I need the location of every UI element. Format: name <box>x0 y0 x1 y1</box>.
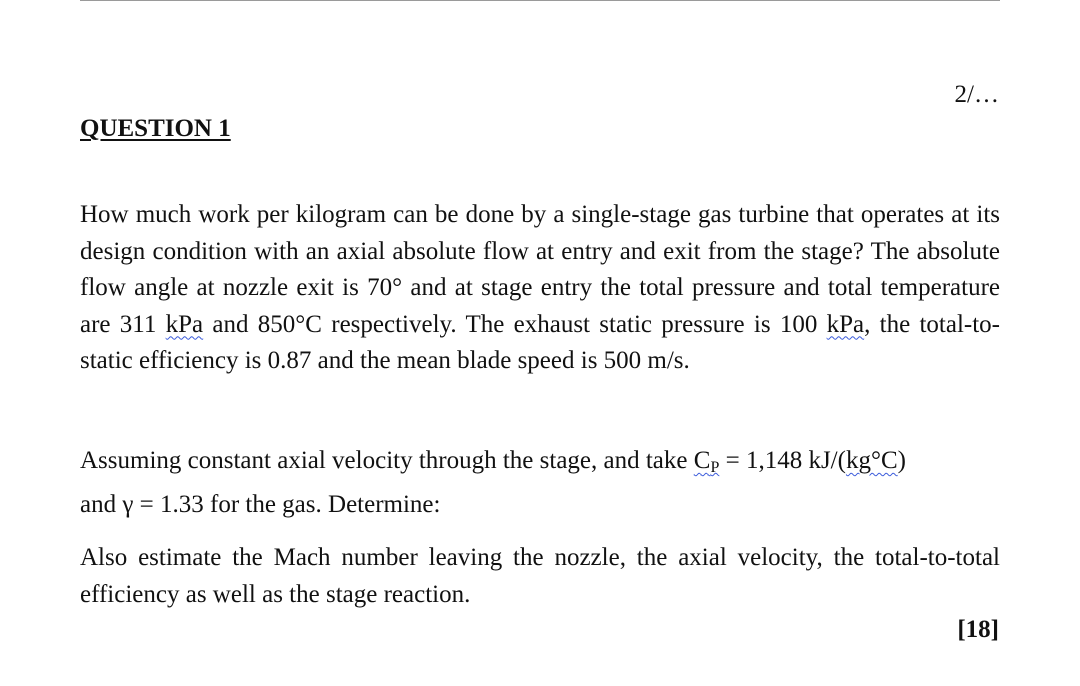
spellcheck-kg-unit: kg°C <box>845 447 898 474</box>
paragraph-1-text-b: and 850°C respectively. The exhaust static pressure is 100 <box>203 310 827 338</box>
paragraph-1-text-c: , the total-to-static efficiency is 0.87 and the mean blade speed is 500 m/s. <box>80 310 1001 374</box>
cp-symbol: $C_P$ <box>693 447 720 476</box>
paragraph-2-text-d: and γ = 1.33 for the gas. Determine: <box>80 490 441 518</box>
marks-total: [18] <box>957 616 999 643</box>
paragraph-2-text-b: = 1,148 kJ/( <box>719 447 846 474</box>
spellcheck-kpa-2: kPa <box>826 310 865 338</box>
question-paragraph-1 <box>80 197 1000 380</box>
question-paragraph-3: Also estimate the Mach number leaving the nozzle, the axial velocity, the total-to-total efficiency as well as the stage reaction. <box>80 544 1000 608</box>
paragraph-2-text-a: Assuming constant axial velocity through the stage, and take <box>80 447 694 474</box>
question-paragraph-2 <box>80 443 1000 523</box>
paragraph-2-text-c: ) <box>897 447 906 474</box>
paragraph-1-text-a: How much work per kilogram can be done by a single-stage gas turbine that operates at its design condition with an axial absolute flow at entry and exit from the stage? The absolute flow angle at nozzle exit is 70° and at stage entry the total pressure and total temperature are 311 <box>80 201 1000 338</box>
spellcheck-kpa-1: kPa <box>165 310 204 338</box>
cp-subscript: P <box>710 459 720 476</box>
question-heading: QUESTION 1 <box>80 115 231 142</box>
top-divider <box>80 0 1000 1</box>
page-number: 2/… <box>954 81 999 108</box>
